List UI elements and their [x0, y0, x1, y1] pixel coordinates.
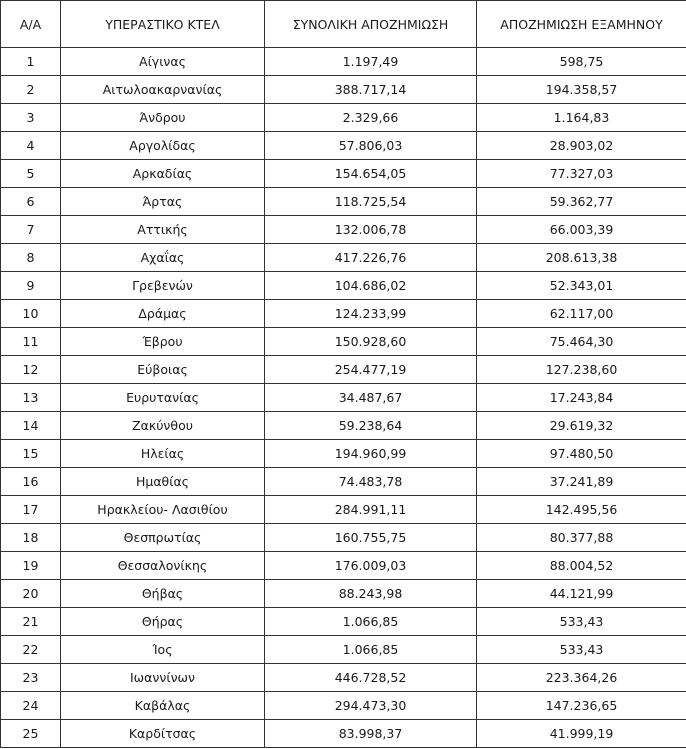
cell-total: 74.483,78 — [265, 468, 477, 496]
cell-aa: 11 — [1, 328, 61, 356]
cell-aa: 24 — [1, 692, 61, 720]
cell-total: 57.806,03 — [265, 132, 477, 160]
cell-aa: 13 — [1, 384, 61, 412]
table-row — [1, 440, 686, 468]
table-row — [1, 188, 686, 216]
cell-total: 1.066,85 — [265, 608, 477, 636]
cell-aa: 21 — [1, 608, 61, 636]
cell-ktel: Αττικής — [61, 216, 265, 244]
cell-aa: 18 — [1, 524, 61, 552]
table-row — [1, 104, 686, 132]
cell-aa: 19 — [1, 552, 61, 580]
table-row — [1, 244, 686, 272]
cell-semester: 44.121,99 — [477, 580, 686, 608]
cell-semester: 29.619,32 — [477, 412, 686, 440]
table-row — [1, 76, 686, 104]
cell-total: 1.197,49 — [265, 48, 477, 76]
header-total-compensation: ΣΥΝΟΛΙΚΗ ΑΠΟΖΗΜΙΩΣΗ — [265, 1, 477, 48]
cell-semester: 37.241,89 — [477, 468, 686, 496]
cell-total: 1.066,85 — [265, 636, 477, 664]
cell-total: 284.991,11 — [265, 496, 477, 524]
cell-semester: 17.243,84 — [477, 384, 686, 412]
cell-semester: 223.364,26 — [477, 664, 686, 692]
header-aa: Α/Α — [1, 1, 61, 48]
table-row — [1, 160, 686, 188]
cell-semester: 127.238,60 — [477, 356, 686, 384]
cell-aa: 9 — [1, 272, 61, 300]
table-row — [1, 132, 686, 160]
cell-total: 388.717,14 — [265, 76, 477, 104]
cell-aa: 10 — [1, 300, 61, 328]
table-row — [1, 524, 686, 552]
cell-aa: 5 — [1, 160, 61, 188]
cell-semester: 80.377,88 — [477, 524, 686, 552]
cell-semester: 77.327,03 — [477, 160, 686, 188]
table-row — [1, 384, 686, 412]
header-ktel: ΥΠΕΡΑΣΤΙΚΟ ΚΤΕΛ — [61, 1, 265, 48]
cell-aa: 4 — [1, 132, 61, 160]
cell-ktel: Αίγινας — [61, 48, 265, 76]
cell-total: 124.233,99 — [265, 300, 477, 328]
cell-ktel: Γρεβενών — [61, 272, 265, 300]
cell-semester: 194.358,57 — [477, 76, 686, 104]
cell-aa: 7 — [1, 216, 61, 244]
cell-total: 294.473,30 — [265, 692, 477, 720]
cell-ktel: Ηλείας — [61, 440, 265, 468]
cell-aa: 8 — [1, 244, 61, 272]
table-row — [1, 720, 686, 748]
cell-ktel: Αρκαδίας — [61, 160, 265, 188]
cell-ktel: Άνδρου — [61, 104, 265, 132]
table-row — [1, 356, 686, 384]
table-row — [1, 328, 686, 356]
cell-aa: 3 — [1, 104, 61, 132]
cell-ktel: Ηρακλείου- Λασιθίου — [61, 496, 265, 524]
cell-semester: 62.117,00 — [477, 300, 686, 328]
table-row — [1, 272, 686, 300]
cell-ktel: Καβάλας — [61, 692, 265, 720]
cell-total: 254.477,19 — [265, 356, 477, 384]
cell-semester: 41.999,19 — [477, 720, 686, 748]
cell-semester: 97.480,50 — [477, 440, 686, 468]
cell-semester: 208.613,38 — [477, 244, 686, 272]
cell-ktel: Καρδίτσας — [61, 720, 265, 748]
cell-total: 83.998,37 — [265, 720, 477, 748]
cell-total: 34.487,67 — [265, 384, 477, 412]
cell-ktel: Αιτωλοακαρνανίας — [61, 76, 265, 104]
table-row — [1, 412, 686, 440]
cell-ktel: Ημαθίας — [61, 468, 265, 496]
cell-ktel: Ίος — [61, 636, 265, 664]
cell-aa: 6 — [1, 188, 61, 216]
cell-ktel: Θήβας — [61, 580, 265, 608]
cell-total: 118.725,54 — [265, 188, 477, 216]
cell-aa: 12 — [1, 356, 61, 384]
cell-total: 417.226,76 — [265, 244, 477, 272]
table-row — [1, 664, 686, 692]
cell-total: 132.006,78 — [265, 216, 477, 244]
cell-aa: 25 — [1, 720, 61, 748]
cell-aa: 2 — [1, 76, 61, 104]
cell-semester: 598,75 — [477, 48, 686, 76]
header-row — [1, 1, 686, 48]
cell-semester: 533,43 — [477, 608, 686, 636]
table-row — [1, 300, 686, 328]
cell-semester: 52.343,01 — [477, 272, 686, 300]
table-row — [1, 636, 686, 664]
cell-ktel: Αχαΐας — [61, 244, 265, 272]
cell-aa: 20 — [1, 580, 61, 608]
cell-total: 194.960,99 — [265, 440, 477, 468]
table-row — [1, 468, 686, 496]
cell-total: 150.928,60 — [265, 328, 477, 356]
cell-semester: 75.464,30 — [477, 328, 686, 356]
cell-total: 160.755,75 — [265, 524, 477, 552]
cell-total: 176.009,03 — [265, 552, 477, 580]
table-row — [1, 48, 686, 76]
cell-ktel: Άρτας — [61, 188, 265, 216]
cell-ktel: Θήρας — [61, 608, 265, 636]
cell-total: 446.728,52 — [265, 664, 477, 692]
cell-semester: 1.164,83 — [477, 104, 686, 132]
cell-ktel: Ιωαννίνων — [61, 664, 265, 692]
table-row — [1, 496, 686, 524]
cell-ktel: Ευρυτανίας — [61, 384, 265, 412]
header-semester-compensation: ΑΠΟΖΗΜΙΩΣΗ ΕΞΑΜΗΝΟΥ — [477, 1, 686, 48]
cell-ktel: Αργολίδας — [61, 132, 265, 160]
table-row — [1, 580, 686, 608]
cell-aa: 1 — [1, 48, 61, 76]
cell-total: 2.329,66 — [265, 104, 477, 132]
cell-semester: 533,43 — [477, 636, 686, 664]
cell-total: 88.243,98 — [265, 580, 477, 608]
cell-aa: 15 — [1, 440, 61, 468]
cell-aa: 23 — [1, 664, 61, 692]
cell-ktel: Θεσσαλονίκης — [61, 552, 265, 580]
table-row — [1, 552, 686, 580]
cell-ktel: Εύβοιας — [61, 356, 265, 384]
cell-ktel: Θεσπρωτίας — [61, 524, 265, 552]
cell-aa: 22 — [1, 636, 61, 664]
table-row — [1, 608, 686, 636]
cell-ktel: Δράμας — [61, 300, 265, 328]
cell-semester: 147.236,65 — [477, 692, 686, 720]
cell-aa: 17 — [1, 496, 61, 524]
cell-aa: 14 — [1, 412, 61, 440]
cell-total: 154.654,05 — [265, 160, 477, 188]
cell-total: 59.238,64 — [265, 412, 477, 440]
table-row — [1, 692, 686, 720]
cell-ktel: Ζακύνθου — [61, 412, 265, 440]
table-row — [1, 216, 686, 244]
cell-ktel: Έβρου — [61, 328, 265, 356]
cell-semester: 88.004,52 — [477, 552, 686, 580]
cell-semester: 142.495,56 — [477, 496, 686, 524]
cell-semester: 59.362,77 — [477, 188, 686, 216]
cell-semester: 66.003,39 — [477, 216, 686, 244]
cell-total: 104.686,02 — [265, 272, 477, 300]
cell-semester: 28.903,02 — [477, 132, 686, 160]
cell-aa: 16 — [1, 468, 61, 496]
